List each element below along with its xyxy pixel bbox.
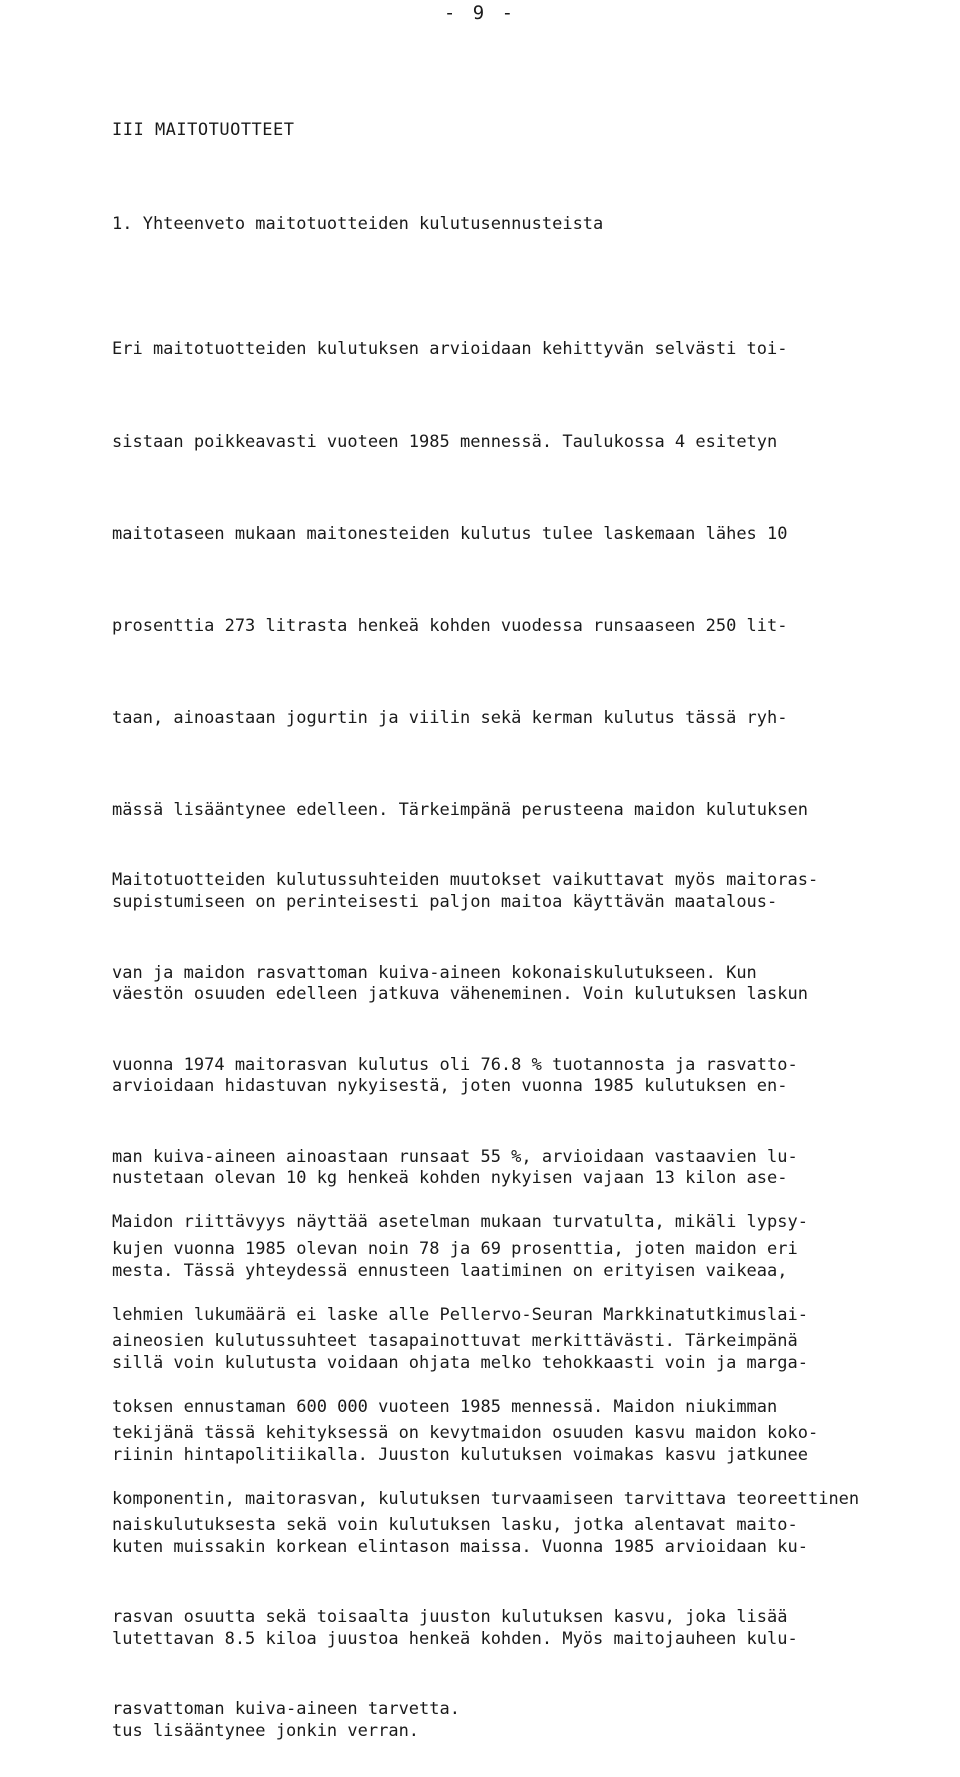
text-line: sillä voin kulutusta voidaan ohjata melko tehokkaasti voin ja marga- — [112, 1352, 808, 1373]
text-line: nustetaan olevan 10 kg henkeä kohden nykyisen vajaan 13 kilon ase- — [112, 1168, 788, 1189]
text-line: maitotaseen mukaan maitonesteiden kulutus tulee laskemaan lähes 10 — [112, 523, 788, 544]
text-line: kujen vuonna 1985 olevan noin 78 ja 69 prosenttia, joten maidon eri — [112, 1238, 798, 1259]
section-title: 1. Yhteenveto maitotuotteiden kulutusennusteista — [112, 214, 604, 234]
text-line: naiskulutuksesta sekä voin kulutuksen lasku, jotka alentavat maito- — [112, 1515, 798, 1536]
text-line: taan, ainoastaan jogurtin ja viilin sekä kerman kulutus tässä ryh- — [112, 707, 788, 728]
text-line: lehmien lukumäärä ei laske alle Pellervo-Seuran Markkinatutkimuslai- — [112, 1304, 808, 1325]
text-line: kuten muissakin korkean elintason maissa. Vuonna 1985 arvioidaan ku- — [112, 1536, 808, 1557]
text-line: mesta. Tässä yhteydessä ennusteen laatiminen on erityisen vaikeaa, — [112, 1260, 788, 1281]
text-line: sistaan poikkeavasti vuoteen 1985 mennessä. Taulukossa 4 esitetyn — [112, 431, 778, 452]
text-line: riinin hintapolitiikalla. Juuston kulutuksen voimakas kasvu jatkunee — [112, 1444, 808, 1465]
text-line: Maitotuotteiden kulutussuhteiden muutokset vaikuttavat myös maitoras- — [112, 870, 819, 891]
text-line: Eri maitotuotteiden kulutuksen arvioidaan kehittyvän selvästi toi- — [112, 339, 788, 360]
text-line: prosenttia 273 litrasta henkeä kohden vuodessa runsaaseen 250 lit- — [112, 615, 788, 636]
text-line: vuonna 1974 maitorasvan kulutus oli 76.8 % tuotannosta ja rasvatto- — [112, 1054, 798, 1075]
text-line: rasvan osuutta sekä toisaalta juuston kulutuksen kasvu, joka lisää — [112, 1607, 788, 1628]
text-line: tus lisääntynee jonkin verran. — [112, 1721, 420, 1742]
paragraph-milk-sufficiency — [112, 1146, 859, 1545]
text-line: mässä lisääntynee edelleen. Tärkeimpänä perusteena maidon kulutuksen — [112, 799, 808, 820]
text-line: lutettavan 8.5 kiloa juustoa henkeä kohden. Myös maitojauheen kulu- — [112, 1628, 798, 1649]
text-line: väestön osuuden edelleen jatkuva väheneminen. Voin kulutuksen laskun — [112, 984, 808, 1005]
text-line: aineosien kulutussuhteet tasapainottuvat merkittävästi. Tärkeimpänä — [112, 1330, 798, 1351]
text-line: man kuiva-aineen ainoastaan runsaat 55 %, arvioidaan vastaavien lu- — [112, 1146, 798, 1167]
text-line: arvioidaan hidastuvan nykyisestä, joten vuonna 1985 kulutuksen en- — [112, 1076, 788, 1097]
text-line: van ja maidon rasvattoman kuiva-aineen kokonaiskulutukseen. Kun — [112, 962, 757, 983]
text-line: Maidon riittävyys näyttää asetelman mukaan turvatulta, mikäli lypsy- — [112, 1212, 808, 1233]
text-line: tekijänä tässä kehityksessä on kevytmaidon osuuden kasvu maidon koko- — [112, 1423, 819, 1444]
text-line: komponentin, maitorasvan, kulutuksen turvaamiseen tarvittava teoreettinen — [112, 1488, 860, 1509]
chapter-title: III MAITOTUOTTEET — [112, 120, 295, 140]
text-line: toksen ennustaman 600 000 vuoteen 1985 mennessä. Maidon niukimman — [112, 1396, 778, 1417]
page-number: - 9 - — [443, 2, 517, 24]
text-line: rasvattoman kuiva-aineen tarvetta. — [112, 1699, 460, 1720]
text-line: supistumiseen on perinteisesti paljon maitoa käyttävän maatalous- — [112, 892, 778, 913]
